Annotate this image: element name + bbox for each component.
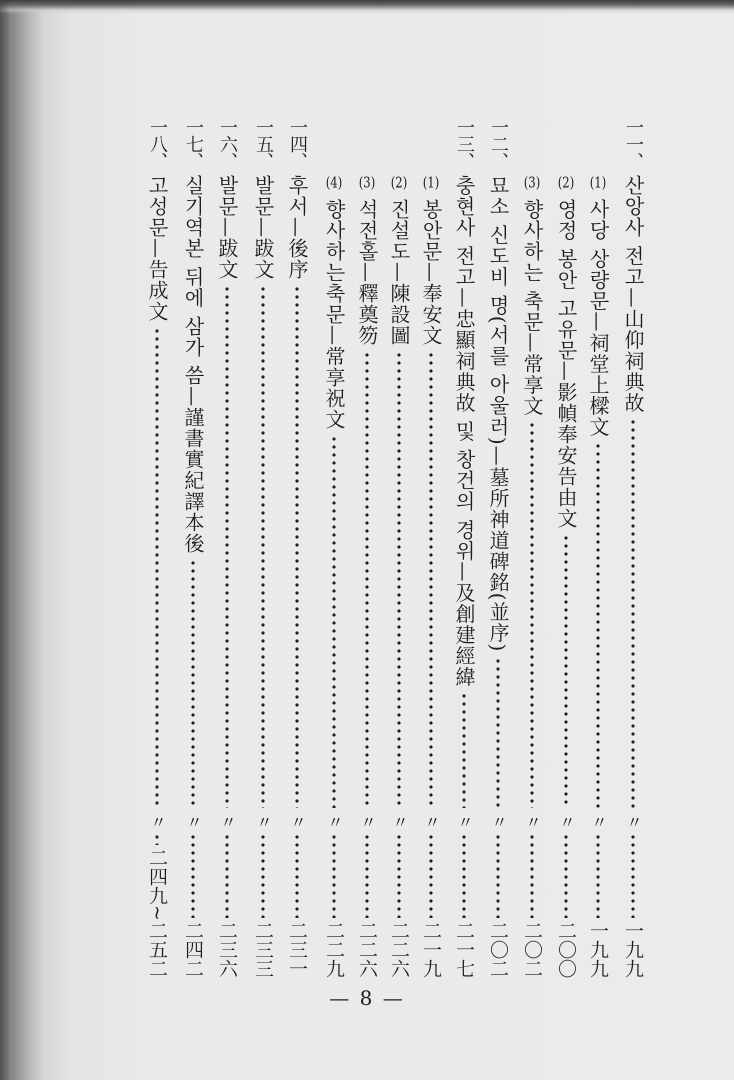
entry-number: 一一、 (623, 118, 644, 169)
dot-leader (285, 833, 309, 918)
dot-leader (145, 327, 169, 808)
entry-title: 산앙사 전고—山仰祠典故 (621, 175, 645, 414)
entry-page-area (251, 830, 275, 978)
entry-main (145, 118, 169, 830)
entry-main (285, 118, 309, 830)
dot-leader (215, 285, 239, 808)
dot-leader (145, 833, 169, 845)
entry-title: 봉안문—奉安文 (419, 199, 443, 346)
ditto-mark: 〃 (523, 814, 542, 830)
toc-entry (419, 118, 443, 978)
toc-entry (181, 118, 205, 978)
entry-main (181, 118, 205, 830)
entry-title: 영정 봉안 고유문—影幀奉安告由文 (554, 199, 578, 529)
entry-page: 二一七 (453, 921, 475, 978)
entry-title: 석전홀—釋奠笏 (355, 199, 379, 346)
dot-leader (621, 418, 645, 808)
entry-title: 묘소 신도비 명(서를 아울러)—墓所神道碑銘(並序) (486, 175, 510, 653)
entry-main (387, 118, 411, 830)
ditto-mark: 〃 (624, 814, 643, 830)
entry-page: 一九九 (587, 921, 609, 978)
entry-title: 향사하는축문—常享祝文 (322, 199, 346, 430)
entry-title: 후서—後序 (285, 175, 309, 280)
dot-leader (554, 833, 578, 918)
dot-leader (355, 351, 379, 808)
entry-page-area (452, 830, 476, 978)
dot-leader (486, 833, 510, 918)
dot-leader (586, 833, 610, 918)
ditto-mark: 〃 (390, 814, 409, 830)
toc-entry (586, 118, 610, 978)
entry-page: 二四九~二五二 (146, 848, 168, 978)
dot-leader (181, 833, 205, 918)
entry-page: 二三六 (216, 921, 238, 978)
entry-number (322, 118, 346, 175)
dot-leader (251, 833, 275, 918)
entry-title: 향사하는 축문—常享文 (520, 199, 544, 417)
entry-title: 발문—跋文 (251, 175, 275, 280)
ditto-mark: 〃 (325, 814, 344, 830)
dot-leader (586, 442, 610, 808)
entry-number: 一三、 (454, 118, 475, 169)
entry-page: 二〇〇 (555, 921, 577, 978)
entry-number (586, 118, 610, 175)
ditto-mark: 〃 (358, 814, 377, 830)
entry-number: 一二、 (488, 118, 509, 169)
entry-main (322, 118, 346, 830)
toc-entry (322, 118, 346, 978)
entry-page: 二二九 (323, 921, 345, 978)
entry-page-area (554, 830, 578, 978)
entry-main (621, 118, 645, 830)
toc-entry (355, 118, 379, 978)
toc-entry (215, 118, 239, 978)
entry-page-area (419, 830, 443, 978)
entry-title: 고성문—告成文 (145, 175, 169, 322)
entry-number: 一四、 (287, 118, 308, 169)
toc-entry (387, 118, 411, 978)
entry-number (419, 118, 443, 175)
entry-title: 충현사 전고—忠顯祠典故 및 창건의 경위—及創建經緯 (452, 175, 476, 688)
entry-subnumber: (4) (325, 175, 343, 190)
entry-page-area (215, 830, 239, 978)
entry-number: 一七、 (183, 118, 204, 169)
entry-page: 二一九 (420, 921, 442, 978)
ditto-mark: 〃 (288, 814, 307, 830)
toc-entry (285, 118, 309, 978)
entry-page: 二〇二 (487, 921, 509, 978)
ditto-mark: 〃 (184, 814, 203, 830)
page-number: — 8 — (329, 986, 405, 1010)
dot-leader (215, 833, 239, 918)
entry-page-area (520, 830, 544, 978)
entry-page-area (586, 830, 610, 978)
dot-leader (285, 285, 309, 808)
entry-number (387, 118, 411, 175)
dot-leader (621, 833, 645, 918)
entry-subnumber: (2) (557, 175, 575, 190)
entry-title: 진설도—陳設圖 (387, 199, 411, 346)
toc-entry (145, 118, 169, 978)
entry-page-area (322, 830, 346, 978)
dot-leader (554, 534, 578, 808)
ditto-mark: 〃 (422, 814, 441, 830)
entry-page-area (355, 830, 379, 978)
entry-main (251, 118, 275, 830)
ditto-mark: 〃 (218, 814, 237, 830)
toc-entry (621, 118, 645, 978)
entry-page-area (285, 830, 309, 978)
entry-page: 二三一 (286, 921, 308, 978)
toc-entry (452, 118, 476, 978)
entry-number: 一五、 (253, 118, 274, 169)
entry-page: 二二六 (356, 921, 378, 978)
entry-page-area (145, 830, 169, 978)
dot-leader (419, 833, 443, 918)
dot-leader (520, 421, 544, 808)
ditto-mark: 〃 (148, 814, 167, 830)
dot-leader (251, 285, 275, 808)
entry-page: 二四二 (182, 921, 204, 978)
entry-number: 一六、 (217, 118, 238, 169)
dot-leader (452, 692, 476, 808)
ditto-mark: 〃 (489, 814, 508, 830)
entry-page-area (181, 830, 205, 978)
ditto-mark: 〃 (557, 814, 576, 830)
dot-leader (387, 351, 411, 808)
entry-page: 二三三 (252, 921, 274, 978)
entry-main (520, 118, 544, 830)
entry-page: 二二六 (388, 921, 410, 978)
dot-leader (520, 833, 544, 918)
entry-main (419, 118, 443, 830)
dot-leader (486, 657, 510, 808)
entry-subnumber: (1) (422, 175, 440, 190)
entry-subnumber: (1) (589, 175, 607, 190)
ditto-mark: 〃 (589, 814, 608, 830)
entry-subnumber: (2) (390, 175, 408, 190)
entry-page-area (621, 830, 645, 978)
entry-subnumber: (3) (523, 175, 541, 190)
dot-leader (419, 351, 443, 808)
entry-main (452, 118, 476, 830)
toc-entry (486, 118, 510, 978)
entry-main (215, 118, 239, 830)
dot-leader (181, 559, 205, 808)
entry-page-area (486, 830, 510, 978)
dot-leader (387, 833, 411, 918)
entry-number (355, 118, 379, 175)
toc-entry (554, 118, 578, 978)
toc-entry (251, 118, 275, 978)
entry-main (355, 118, 379, 830)
dot-leader (452, 833, 476, 918)
entry-title: 발문—跋文 (215, 175, 239, 280)
entry-title: 사당 상량문—祠堂上樑文 (586, 199, 610, 438)
entry-title: 실기역본 뒤에 삼가 씀—謹書實紀譯本後 (181, 175, 205, 555)
dot-leader (322, 833, 346, 918)
dot-leader (322, 435, 346, 808)
entry-page: 二〇二 (521, 921, 543, 978)
entry-number: 一八、 (147, 118, 168, 169)
entry-page: 一九九 (622, 921, 644, 978)
dot-leader (355, 833, 379, 918)
ditto-mark: 〃 (254, 814, 273, 830)
entry-main (486, 118, 510, 830)
entry-main (554, 118, 578, 830)
toc-entry (520, 118, 544, 978)
entry-main (586, 118, 610, 830)
entry-number (520, 118, 544, 175)
ditto-mark: 〃 (455, 814, 474, 830)
entry-number (554, 118, 578, 175)
entry-page-area (387, 830, 411, 978)
entry-subnumber: (3) (358, 175, 376, 190)
